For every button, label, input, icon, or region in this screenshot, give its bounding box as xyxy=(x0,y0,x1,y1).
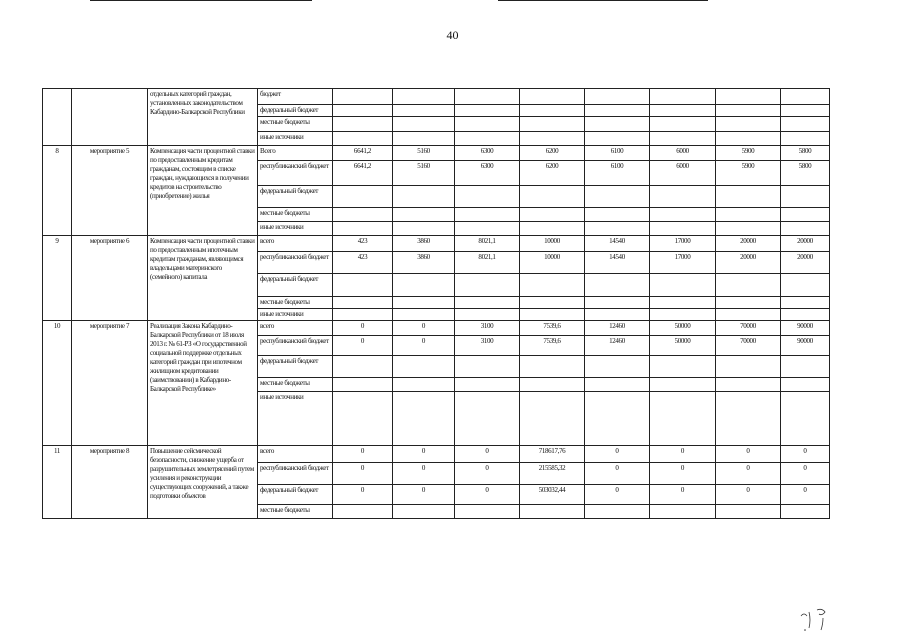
year-value-cell xyxy=(716,297,781,309)
table-row xyxy=(43,89,830,105)
year-value-cell xyxy=(520,89,585,105)
year-value-cell: 7539,6 xyxy=(520,336,585,356)
year-value-cell: 3100 xyxy=(455,336,520,356)
year-value-cell xyxy=(520,309,585,321)
funding-source: местные бюджеты xyxy=(258,297,333,309)
measure-description: Повышение сейсмической безопасности, снижение ущерба от разрушительных землетрясений путем усиления и реконструкции существующих сооружений, а также подготовки объектов xyxy=(148,446,258,519)
year-value-cell: 6300 xyxy=(455,161,520,186)
year-value-cell: 20000 xyxy=(716,252,781,274)
year-value-cell: 0 xyxy=(333,463,393,485)
year-value-cell xyxy=(393,222,455,236)
row-index: 9 xyxy=(43,236,72,321)
scan-footer-smudge xyxy=(160,630,280,633)
year-value-cell xyxy=(716,117,781,132)
year-value-cell xyxy=(333,132,393,146)
year-value-cell xyxy=(393,186,455,208)
year-value-cell xyxy=(393,208,455,222)
funding-source: местные бюджеты xyxy=(258,208,333,222)
funding-source: Всего xyxy=(258,146,333,161)
year-value-cell: 12460 xyxy=(585,336,650,356)
measure-description: Компенсация части процентной ставки по предоставленным кредитам гражданам, состоящим в списке граждан, нуждающихся в получении кредитов на строительство (приобретение) жилья xyxy=(148,146,258,236)
year-value-cell: 6100 xyxy=(585,161,650,186)
year-value-cell xyxy=(333,208,393,222)
measure-description: отдельных категорий граждан, установленных законодательством Кабардино-Балкарской Республики xyxy=(148,89,258,146)
year-value-cell xyxy=(333,222,393,236)
year-value-cell xyxy=(650,297,716,309)
year-value-cell: 6641,2 xyxy=(333,146,393,161)
year-value-cell xyxy=(455,186,520,208)
year-value-cell: 0 xyxy=(716,446,781,463)
year-value-cell: 6200 xyxy=(520,161,585,186)
budget-table xyxy=(42,88,830,519)
year-value-cell xyxy=(650,117,716,132)
year-value-cell: 0 xyxy=(333,446,393,463)
year-value-cell: 17000 xyxy=(650,236,716,252)
funding-source: местные бюджеты xyxy=(258,117,333,132)
year-value-cell: 90000 xyxy=(781,336,830,356)
year-value-cell xyxy=(585,132,650,146)
year-value-cell xyxy=(650,378,716,392)
year-value-cell: 17000 xyxy=(650,252,716,274)
year-value-cell: 50000 xyxy=(650,336,716,356)
year-value-cell xyxy=(520,505,585,519)
year-value-cell xyxy=(585,297,650,309)
year-value-cell: 3100 xyxy=(455,321,520,336)
year-value-cell xyxy=(455,208,520,222)
year-value-cell xyxy=(455,392,520,446)
funding-source: местные бюджеты xyxy=(258,378,333,392)
year-value-cell xyxy=(520,297,585,309)
table-row xyxy=(43,146,830,161)
year-value-cell: 14540 xyxy=(585,236,650,252)
funding-source: федеральный бюджет xyxy=(258,356,333,378)
year-value-cell xyxy=(650,356,716,378)
year-value-cell xyxy=(585,378,650,392)
year-value-cell xyxy=(781,309,830,321)
year-value-cell xyxy=(781,186,830,208)
year-value-cell xyxy=(585,222,650,236)
year-value-cell xyxy=(650,222,716,236)
year-value-cell: 423 xyxy=(333,252,393,274)
funding-source: федеральный бюджет xyxy=(258,186,333,208)
year-value-cell: 0 xyxy=(585,446,650,463)
year-value-cell xyxy=(650,392,716,446)
year-value-cell xyxy=(585,117,650,132)
year-value-cell xyxy=(650,105,716,117)
row-index: 8 xyxy=(43,146,72,236)
year-value-cell xyxy=(716,356,781,378)
year-value-cell xyxy=(585,186,650,208)
year-value-cell xyxy=(455,378,520,392)
year-value-cell xyxy=(520,274,585,297)
year-value-cell xyxy=(333,378,393,392)
year-value-cell: 0 xyxy=(393,446,455,463)
funding-source: федеральный бюджет xyxy=(258,485,333,505)
year-value-cell: 423 xyxy=(333,236,393,252)
year-value-cell: 0 xyxy=(393,485,455,505)
year-value-cell xyxy=(650,186,716,208)
funding-source: республиканский бюджет xyxy=(258,336,333,356)
year-value-cell: 7539,6 xyxy=(520,321,585,336)
year-value-cell: 0 xyxy=(333,336,393,356)
year-value-cell xyxy=(650,208,716,222)
year-value-cell: 6000 xyxy=(650,146,716,161)
year-value-cell xyxy=(716,309,781,321)
year-value-cell xyxy=(520,132,585,146)
year-value-cell xyxy=(716,208,781,222)
year-value-cell xyxy=(650,132,716,146)
year-value-cell: 14540 xyxy=(585,252,650,274)
year-value-cell: 3860 xyxy=(393,252,455,274)
year-value-cell: 215585,32 xyxy=(520,463,585,485)
year-value-cell: 0 xyxy=(393,463,455,485)
year-value-cell: 0 xyxy=(585,485,650,505)
year-value-cell: 0 xyxy=(455,446,520,463)
year-value-cell xyxy=(781,132,830,146)
year-value-cell xyxy=(716,378,781,392)
funding-source: иные источники xyxy=(258,392,333,446)
row-index: 10 xyxy=(43,321,72,446)
funding-source: иные источники xyxy=(258,132,333,146)
year-value-cell: 5800 xyxy=(781,161,830,186)
year-value-cell xyxy=(650,274,716,297)
year-value-cell xyxy=(781,222,830,236)
year-value-cell: 6200 xyxy=(520,146,585,161)
funding-source: республиканский бюджет xyxy=(258,463,333,485)
year-value-cell: 20000 xyxy=(781,252,830,274)
year-value-cell: 5160 xyxy=(393,161,455,186)
measure-description: Компенсация части процентной ставки по предоставленным ипотечным кредитам гражданам, являющимся владельцами материнского (семейного) капитала xyxy=(148,236,258,321)
funding-source: бюджет xyxy=(258,89,333,105)
year-value-cell xyxy=(585,392,650,446)
year-value-cell: 0 xyxy=(716,463,781,485)
year-value-cell xyxy=(716,274,781,297)
year-value-cell xyxy=(520,208,585,222)
year-value-cell: 0 xyxy=(650,463,716,485)
year-value-cell xyxy=(585,208,650,222)
year-value-cell: 0 xyxy=(455,463,520,485)
year-value-cell xyxy=(781,297,830,309)
year-value-cell: 0 xyxy=(393,321,455,336)
year-value-cell: 12460 xyxy=(585,321,650,336)
year-value-cell: 50000 xyxy=(650,321,716,336)
measure-name xyxy=(72,89,148,146)
funding-source: республиканский бюджет xyxy=(258,161,333,186)
year-value-cell: 5800 xyxy=(781,146,830,161)
year-value-cell: 0 xyxy=(650,485,716,505)
year-value-cell xyxy=(333,505,393,519)
year-value-cell xyxy=(455,274,520,297)
year-value-cell: 0 xyxy=(781,446,830,463)
year-value-cell xyxy=(393,89,455,105)
year-value-cell xyxy=(393,505,455,519)
year-value-cell xyxy=(781,505,830,519)
year-value-cell xyxy=(333,186,393,208)
year-value-cell: 718617,76 xyxy=(520,446,585,463)
year-value-cell xyxy=(333,117,393,132)
table-row xyxy=(43,321,830,336)
funding-source: всего xyxy=(258,236,333,252)
handwritten-mark xyxy=(787,606,857,634)
year-value-cell xyxy=(716,222,781,236)
year-value-cell: 6300 xyxy=(455,146,520,161)
year-value-cell: 0 xyxy=(393,336,455,356)
funding-source: иные источники xyxy=(258,309,333,321)
year-value-cell xyxy=(455,505,520,519)
funding-source: всего xyxy=(258,446,333,463)
year-value-cell xyxy=(585,356,650,378)
year-value-cell: 503032,44 xyxy=(520,485,585,505)
year-value-cell xyxy=(393,392,455,446)
year-value-cell xyxy=(455,356,520,378)
row-index: 11 xyxy=(43,446,72,519)
year-value-cell xyxy=(520,186,585,208)
year-value-cell xyxy=(455,297,520,309)
year-value-cell xyxy=(393,117,455,132)
year-value-cell xyxy=(716,105,781,117)
year-value-cell: 20000 xyxy=(716,236,781,252)
year-value-cell xyxy=(333,105,393,117)
year-value-cell: 10000 xyxy=(520,252,585,274)
year-value-cell xyxy=(650,89,716,105)
year-value-cell xyxy=(333,356,393,378)
year-value-cell xyxy=(520,117,585,132)
top-rule-right xyxy=(498,0,708,1)
year-value-cell xyxy=(650,505,716,519)
funding-source: всего xyxy=(258,321,333,336)
page-number: 40 xyxy=(446,28,459,42)
year-value-cell xyxy=(585,105,650,117)
year-value-cell xyxy=(716,186,781,208)
year-value-cell xyxy=(393,297,455,309)
year-value-cell: 8021,1 xyxy=(455,252,520,274)
year-value-cell xyxy=(520,105,585,117)
year-value-cell xyxy=(781,117,830,132)
year-value-cell xyxy=(781,378,830,392)
year-value-cell xyxy=(781,208,830,222)
year-value-cell xyxy=(650,309,716,321)
measure-name: мероприятие 7 xyxy=(72,321,148,446)
funding-source: федеральный бюджет xyxy=(258,105,333,117)
year-value-cell xyxy=(455,309,520,321)
year-value-cell xyxy=(716,89,781,105)
year-value-cell: 0 xyxy=(650,446,716,463)
year-value-cell xyxy=(585,505,650,519)
year-value-cell xyxy=(781,89,830,105)
funding-source: местные бюджеты xyxy=(258,505,333,519)
year-value-cell xyxy=(455,222,520,236)
measure-name: мероприятие 5 xyxy=(72,146,148,236)
year-value-cell xyxy=(393,309,455,321)
year-value-cell: 0 xyxy=(585,463,650,485)
year-value-cell xyxy=(333,297,393,309)
funding-source: республиканский бюджет xyxy=(258,252,333,274)
year-value-cell xyxy=(333,274,393,297)
table-row xyxy=(43,446,830,463)
year-value-cell xyxy=(716,132,781,146)
measure-description: Реализация Закона Кабардино-Балкарской Республики от 18 июля 2013 г. № 61-РЗ «О государственной социальной поддержке отдельных категорий граждан при ипотечном жилищном кредитовании (заимствовании) в Кабардино-Балкарской Республике» xyxy=(148,321,258,446)
year-value-cell: 3860 xyxy=(393,236,455,252)
year-value-cell xyxy=(520,222,585,236)
table-row xyxy=(43,236,830,252)
year-value-cell xyxy=(716,505,781,519)
year-value-cell xyxy=(393,378,455,392)
year-value-cell: 70000 xyxy=(716,336,781,356)
year-value-cell xyxy=(455,117,520,132)
year-value-cell: 0 xyxy=(333,485,393,505)
year-value-cell: 10000 xyxy=(520,236,585,252)
year-value-cell xyxy=(585,89,650,105)
year-value-cell xyxy=(393,105,455,117)
row-index xyxy=(43,89,72,146)
year-value-cell: 6641,2 xyxy=(333,161,393,186)
year-value-cell: 0 xyxy=(333,321,393,336)
year-value-cell: 6000 xyxy=(650,161,716,186)
year-value-cell xyxy=(393,274,455,297)
year-value-cell xyxy=(455,132,520,146)
top-rule-left xyxy=(90,0,312,1)
year-value-cell: 5160 xyxy=(393,146,455,161)
year-value-cell: 5900 xyxy=(716,161,781,186)
year-value-cell xyxy=(393,356,455,378)
funding-source: федеральный бюджет xyxy=(258,274,333,297)
year-value-cell: 0 xyxy=(716,485,781,505)
year-value-cell: 6100 xyxy=(585,146,650,161)
year-value-cell: 0 xyxy=(781,485,830,505)
measure-name: мероприятие 8 xyxy=(72,446,148,519)
year-value-cell xyxy=(333,392,393,446)
year-value-cell xyxy=(585,309,650,321)
year-value-cell: 70000 xyxy=(716,321,781,336)
measure-name: мероприятие 6 xyxy=(72,236,148,321)
year-value-cell: 0 xyxy=(455,485,520,505)
year-value-cell xyxy=(455,105,520,117)
year-value-cell: 20000 xyxy=(781,236,830,252)
year-value-cell: 0 xyxy=(781,463,830,485)
year-value-cell xyxy=(716,392,781,446)
year-value-cell xyxy=(333,89,393,105)
year-value-cell xyxy=(520,392,585,446)
funding-source: иные источники xyxy=(258,222,333,236)
year-value-cell xyxy=(520,356,585,378)
year-value-cell xyxy=(781,392,830,446)
year-value-cell xyxy=(781,356,830,378)
year-value-cell xyxy=(393,132,455,146)
year-value-cell: 5900 xyxy=(716,146,781,161)
year-value-cell xyxy=(781,105,830,117)
year-value-cell xyxy=(520,378,585,392)
year-value-cell xyxy=(455,89,520,105)
year-value-cell: 8021,1 xyxy=(455,236,520,252)
year-value-cell xyxy=(781,274,830,297)
year-value-cell: 90000 xyxy=(781,321,830,336)
year-value-cell xyxy=(333,309,393,321)
year-value-cell xyxy=(585,274,650,297)
